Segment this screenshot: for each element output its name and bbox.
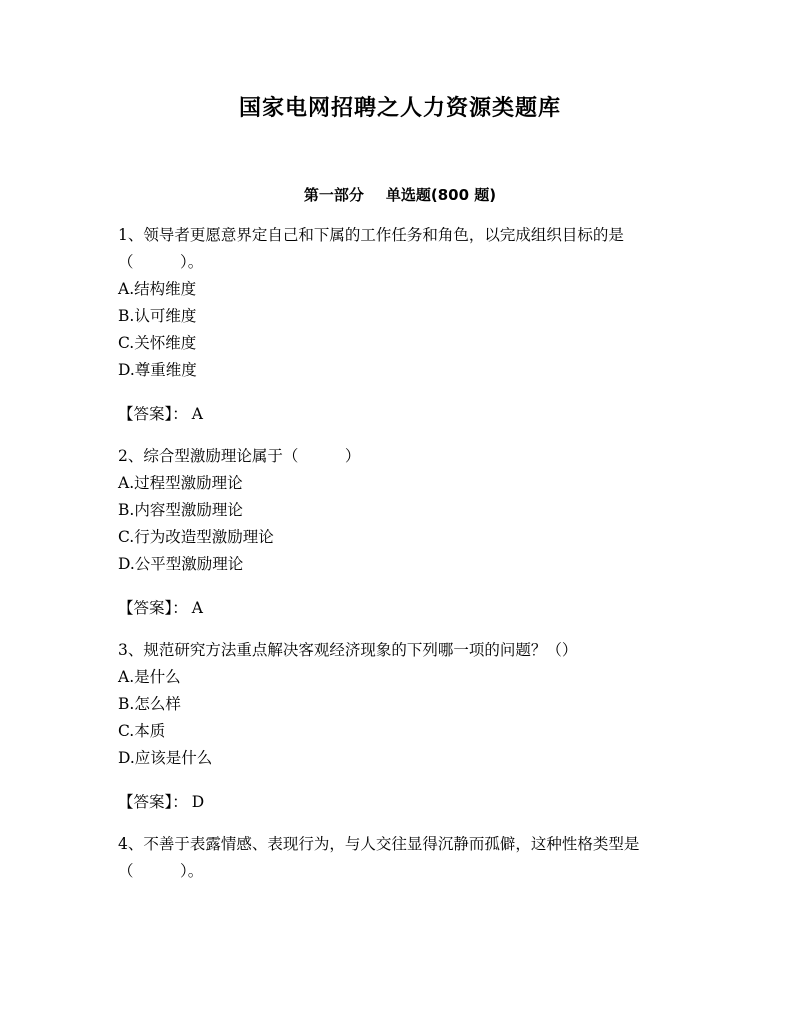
- option-b: B.认可维度: [118, 307, 197, 325]
- question-item: [118, 831, 690, 885]
- option-c: C.本质: [118, 722, 166, 740]
- question-list: [118, 222, 690, 885]
- answer-value: D: [191, 793, 205, 811]
- option-a: A.过程型激励理论: [118, 474, 243, 492]
- option-d: D.公平型激励理论: [118, 555, 244, 573]
- answer-line: [118, 595, 690, 622]
- section-part: 第一部分: [303, 186, 364, 204]
- section-name: 单选题(800 题): [385, 186, 497, 204]
- question-stem: 3、规范研究方法重点解决客观经济现象的下列哪一项的问题？（）: [118, 641, 578, 659]
- option-c: C.关怀维度: [118, 334, 197, 352]
- question-item: [118, 443, 690, 622]
- section-heading: [0, 184, 800, 206]
- question-item: [118, 222, 690, 428]
- option-a: A.结构维度: [118, 280, 197, 298]
- document-title: 国家电网招聘之人力资源类题库: [238, 96, 561, 121]
- answer-line: [118, 789, 690, 816]
- option-a: A.是什么: [118, 668, 181, 686]
- question-stem: 1、领导者更愿意界定自己和下属的工作任务和角色，以完成组织目标的是（ ）。: [118, 226, 624, 271]
- option-d: D.应该是什么: [118, 749, 213, 767]
- answer-label: 【答案】：: [118, 405, 188, 423]
- answer-value: A: [191, 405, 203, 423]
- answer-line: [118, 401, 690, 428]
- answer-label: 【答案】：: [118, 599, 188, 617]
- answer-label: 【答案】：: [118, 793, 188, 811]
- option-b: B.怎么样: [118, 695, 181, 713]
- option-c: C.行为改造型激励理论: [118, 528, 274, 546]
- answer-value: A: [191, 599, 203, 617]
- question-stem: 2、综合型激励理论属于（ ）: [118, 447, 361, 465]
- question-stem: 4、不善于表露情感、表现行为，与人交往显得沉静而孤僻，这种性格类型是（ ）。: [118, 835, 640, 880]
- option-d: D.尊重维度: [118, 361, 197, 379]
- question-item: [118, 637, 690, 816]
- option-b: B.内容型激励理论: [118, 501, 243, 519]
